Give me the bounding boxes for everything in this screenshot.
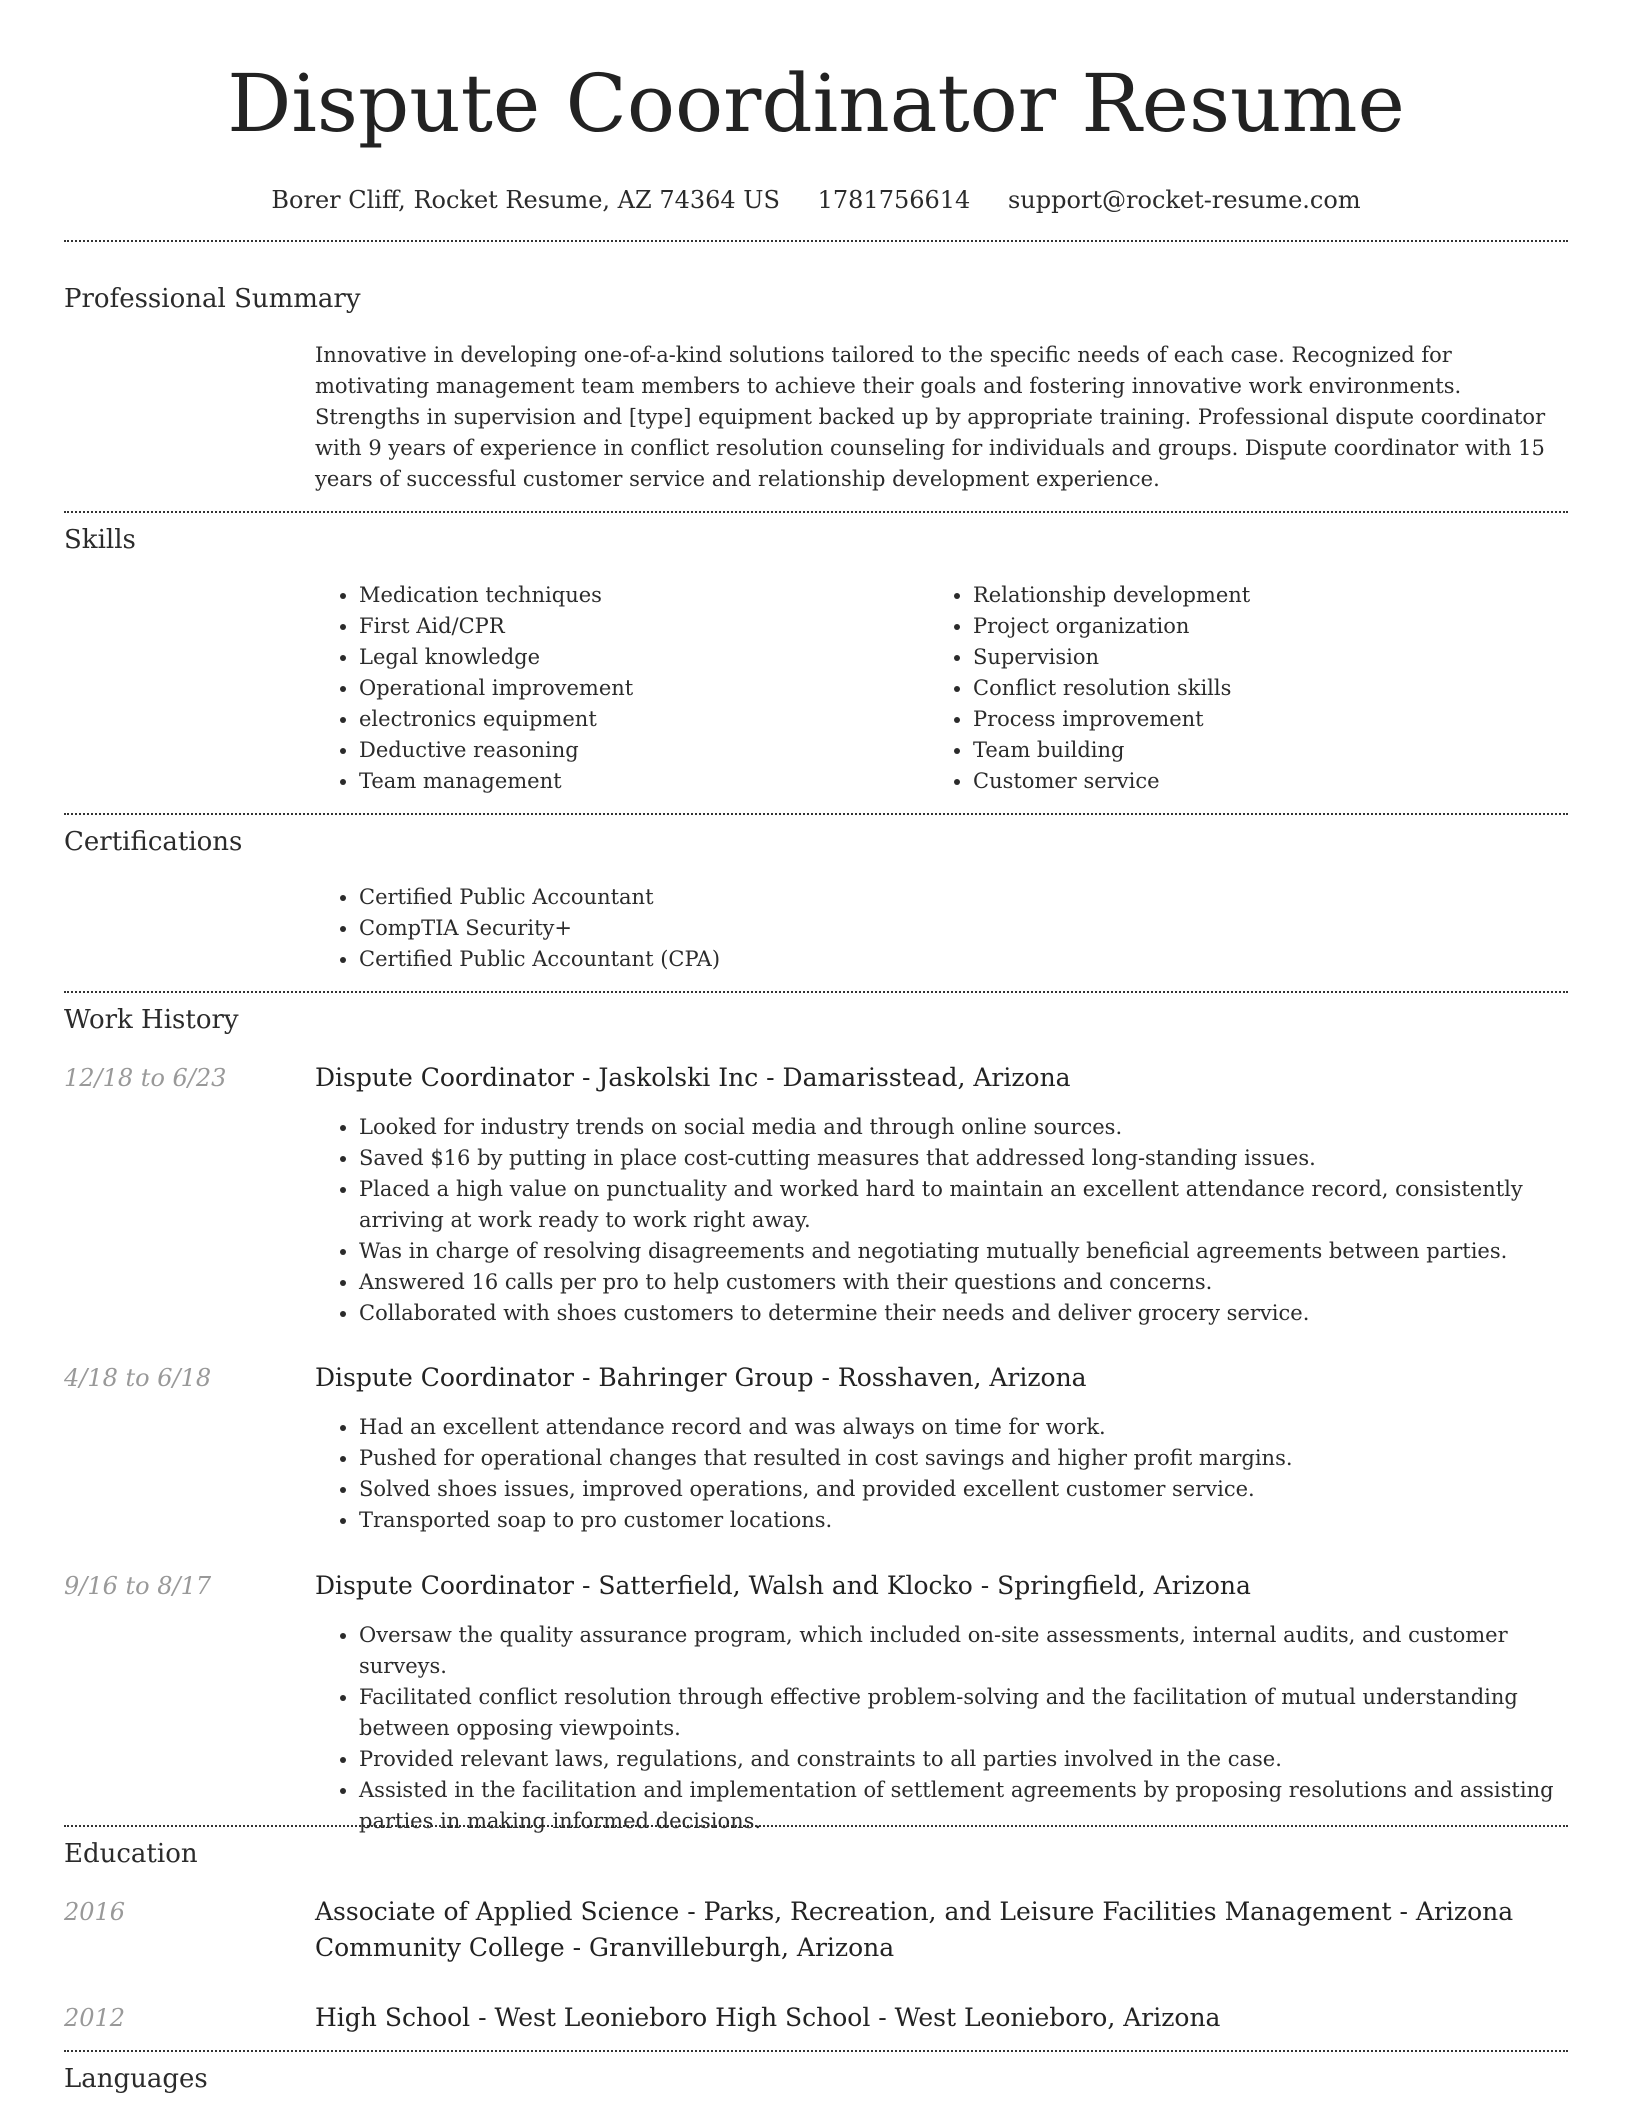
section-divider (64, 813, 1568, 815)
job-company: Bahringer Group (598, 1363, 814, 1392)
job-dates: 9/16 to 8/17 (64, 1572, 212, 1600)
separator: - (813, 1363, 838, 1392)
section-divider (64, 991, 1568, 993)
job-bullet: • Saved $16 by putting in place cost-cutting measures that addressed long-standing issues. (359, 1143, 1565, 1174)
skills-column-right (929, 580, 1529, 797)
separator: - (679, 1897, 704, 1926)
separator: - (870, 2003, 895, 2032)
contact-line (0, 184, 1632, 216)
separator: - (1391, 1897, 1416, 1926)
separator: - (758, 1063, 783, 1092)
job-bullet: • Collaborated with shoes customers to determine their needs and deliver grocery service. (359, 1298, 1565, 1329)
section-divider (64, 2050, 1568, 2052)
job-bullet: • Was in charge of resolving disagreements and negotiating mutually beneficial agreements between parties. (359, 1236, 1565, 1267)
skill-item: • Supervision (973, 642, 1529, 673)
job-bullet: • Had an excellent attendance record and was always on time for work. (359, 1412, 1565, 1443)
section-title-summary: Professional Summary (64, 284, 361, 314)
skill-item: • Medication techniques (359, 580, 915, 611)
separator: - (564, 1933, 590, 1962)
section-title-languages: Languages (64, 2064, 208, 2094)
skill-item: • Legal knowledge (359, 642, 915, 673)
skill-item: • Deductive reasoning (359, 735, 915, 766)
contact-phone: 1781756614 (817, 186, 971, 214)
education-degree: High School (315, 2003, 471, 2032)
job-heading (315, 1568, 1565, 1604)
job-bullet: • Answered 16 calls per pro to help customers with their questions and concerns. (359, 1267, 1565, 1298)
job-bullet: • Solved shoes issues, improved operations, and provided excellent customer service. (359, 1474, 1565, 1505)
education-field: Parks, Recreation, and Leisure Facilities Management (703, 1897, 1392, 1926)
certification-item: • Certified Public Accountant (CPA) (359, 944, 1565, 975)
job-role: Dispute Coordinator (315, 1063, 574, 1092)
separator: - (470, 2003, 495, 2032)
job-location: Rosshaven, Arizona (837, 1363, 1087, 1392)
education-location: West Leonieboro, Arizona (894, 2003, 1221, 2032)
section-title-certifications: Certifications (64, 827, 243, 857)
section-title-work-history: Work History (64, 1005, 239, 1035)
skill-item: • Customer service (973, 766, 1529, 797)
resume-title: Dispute Coordinator Resume (227, 57, 1405, 150)
skill-item: • Team building (973, 735, 1529, 766)
job-dates: 12/18 to 6/23 (64, 1064, 227, 1092)
separator: - (574, 1571, 599, 1600)
skill-item: • Project organization (973, 611, 1529, 642)
resume-header (0, 0, 1632, 216)
education-degree: Associate of Applied Science (315, 1897, 680, 1926)
education-heading (315, 2000, 1565, 2036)
education-heading (315, 1894, 1565, 1966)
job-bullets (315, 1620, 1565, 1837)
job-company: Jaskolski Inc (598, 1063, 759, 1092)
education-year: 2012 (64, 2004, 126, 2032)
skills-column-left (315, 580, 915, 797)
contact-email: support@rocket-resume.com (1007, 186, 1361, 214)
separator: - (972, 1571, 998, 1600)
education-school: Arizona Community College (315, 1897, 1514, 1962)
section-title-skills: Skills (64, 525, 136, 555)
skill-item: • Conflict resolution skills (973, 673, 1529, 704)
skill-item: • electronics equipment (359, 704, 915, 735)
job-bullet: • Transported soap to pro customer locations. (359, 1505, 1565, 1536)
job-bullet: • Placed a high value on punctuality and worked hard to maintain an excellent attendance record, consistently arriving at work ready to work right away. (359, 1174, 1565, 1236)
contact-address: Borer Cliff, Rocket Resume, AZ 74364 US (271, 186, 780, 214)
skill-item: • First Aid/CPR (359, 611, 915, 642)
skill-item: • Operational improvement (359, 673, 915, 704)
job-bullets (315, 1412, 1565, 1536)
certification-item: • Certified Public Accountant (359, 882, 1565, 913)
education-location: Granvilleburgh, Arizona (589, 1933, 895, 1962)
skill-item: • Team management (359, 766, 915, 797)
section-title-education: Education (64, 1839, 198, 1869)
job-bullet: • Provided relevant laws, regulations, and constraints to all parties involved in the case. (359, 1744, 1565, 1775)
certification-item: • CompTIA Security+ (359, 913, 1565, 944)
skill-item: • Process improvement (973, 704, 1529, 735)
section-divider (64, 240, 1568, 242)
summary-text: Innovative in developing one-of-a-kind solutions tailored to the specific needs of each case. Recognized for motivating management team members to achieve their goals and fostering innovative work environments. Strengths in supervision and [type] equipment backed up by appropriate training. Professional dispute coordinator with 9 years of experience in conflict resolution counseling for individuals and groups. Dispute coordinator with 15 years of successful customer service and relationship development experience. (315, 343, 1546, 491)
separator: - (574, 1063, 599, 1092)
job-company: Satterfield, Walsh and Klocko (598, 1571, 973, 1600)
job-dates: 4/18 to 6/18 (64, 1364, 212, 1392)
job-location: Damarisstead, Arizona (782, 1063, 1071, 1092)
job-heading (315, 1360, 1565, 1396)
job-bullets (315, 1112, 1565, 1329)
job-heading (315, 1060, 1565, 1096)
job-location: Springfield, Arizona (997, 1571, 1251, 1600)
section-divider (64, 1825, 1568, 1827)
job-bullet: • Oversaw the quality assurance program, which included on-site assessments, internal audits, and customer surveys. (359, 1620, 1565, 1682)
skill-item: • Relationship development (973, 580, 1529, 611)
job-role: Dispute Coordinator (315, 1571, 574, 1600)
job-bullet: • Facilitated conflict resolution through effective problem-solving and the facilitation of mutual understanding between opposing viewpoints. (359, 1682, 1565, 1744)
separator: - (574, 1363, 599, 1392)
education-year: 2016 (64, 1898, 126, 1926)
education-school: West Leonieboro High School (494, 2003, 871, 2032)
job-bullet: • Looked for industry trends on social media and through online sources. (359, 1112, 1565, 1143)
section-divider (64, 511, 1568, 513)
job-role: Dispute Coordinator (315, 1363, 574, 1392)
job-bullet: • Pushed for operational changes that resulted in cost savings and higher profit margins. (359, 1443, 1565, 1474)
certifications-list (315, 882, 1565, 975)
job-bullet: • Assisted in the facilitation and implementation of settlement agreements by proposing resolutions and assisting parties in making informed decisions. (359, 1775, 1565, 1837)
